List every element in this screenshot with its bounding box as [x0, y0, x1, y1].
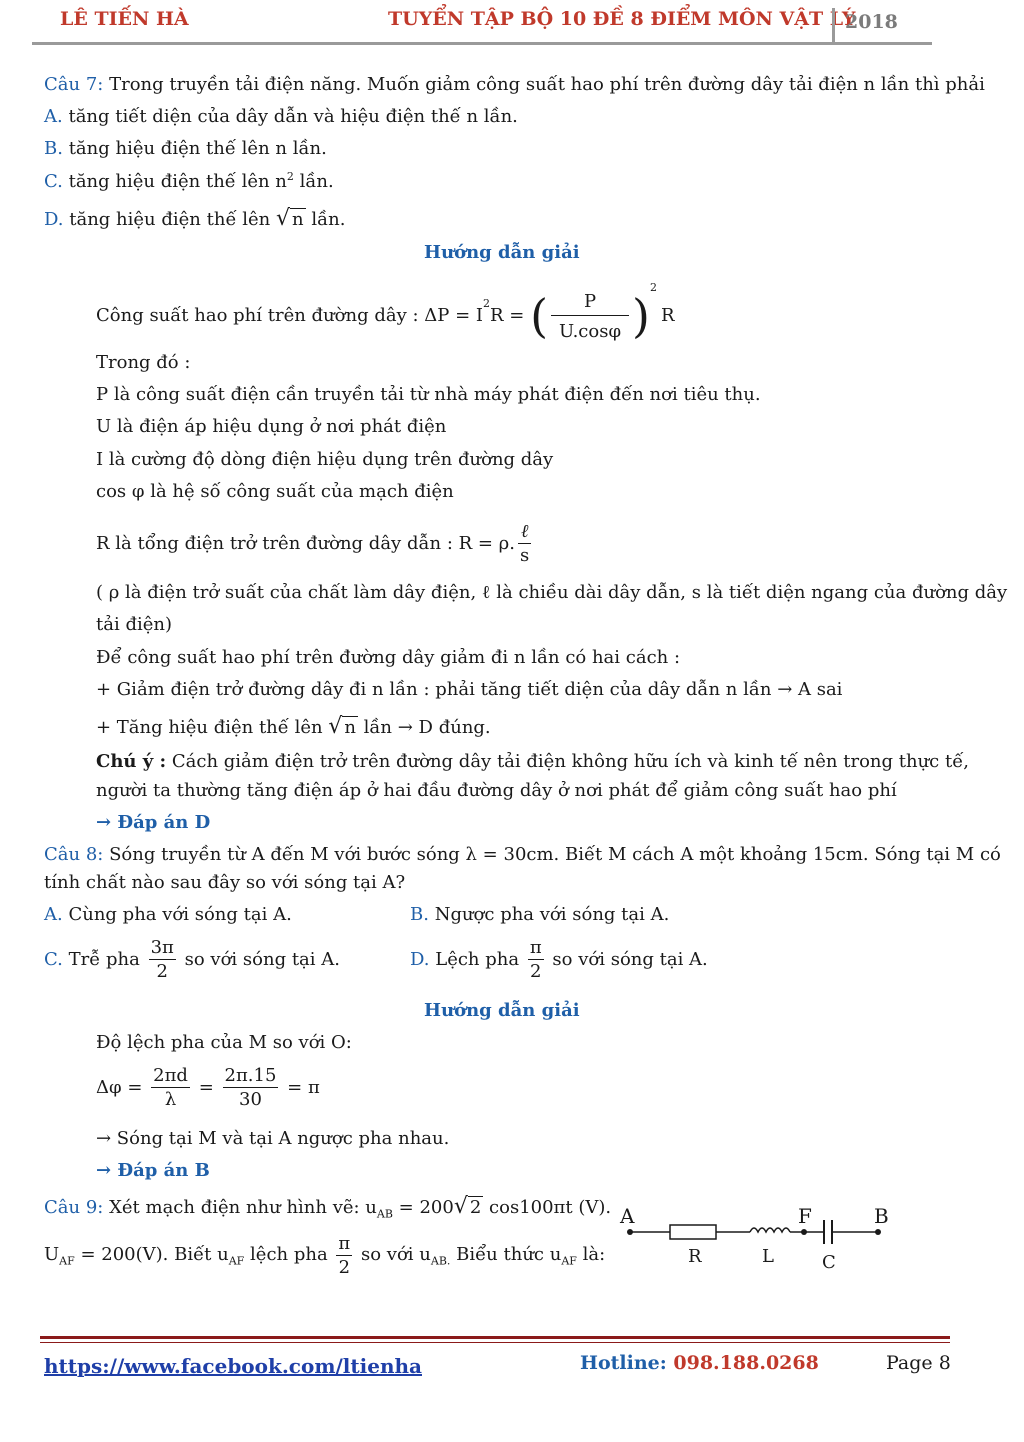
- q7-line-6: ( ρ là điện trở suất của chất làm dây điện, ℓ là chiều dài dây dẫn, s là tiết diện ngang của đường dây: [96, 582, 1008, 603]
- right-paren-icon: ): [632, 289, 650, 343]
- q8-option-c-fraction: [149, 936, 176, 984]
- q8-option-c-pre: Trễ pha: [68, 948, 140, 970]
- circuit-label-c: C: [822, 1252, 836, 1273]
- header-year: 2018: [832, 8, 898, 44]
- q7-line-9: + Giảm điện trở đường dây đi n lần : phải tăng tiết diện của dây dẫn n lần → A sai: [96, 679, 843, 700]
- q7-option-c-text: tăng hiệu điện thế lên n: [68, 171, 287, 192]
- q7-line-2: U là điện áp hiệu dụng ở nơi phát điện: [96, 416, 447, 437]
- footer-hotline: [580, 1352, 819, 1374]
- q7-option-d: [44, 206, 345, 231]
- q7-line-4: cos φ là hệ số công suất của mạch điện: [96, 481, 454, 502]
- q7-option-a-label: A.: [44, 106, 63, 127]
- q8-formula-num-1: 2πd: [153, 1065, 188, 1086]
- q8-option-d-post: so với sóng tại A.: [552, 948, 708, 970]
- q7-note-text-1: Cách giảm điện trở trên đường dây tải điện không hữu ích và kinh tế nên trong thực tế,: [166, 751, 970, 772]
- q8-option-d-den: 2: [528, 959, 544, 983]
- q9-l2-d: so với u: [361, 1243, 431, 1265]
- sqrt-icon: √: [328, 714, 343, 739]
- q7-formula-den: U.cosφ: [551, 315, 629, 345]
- q9-l2-sub-af-3: AF: [561, 1254, 577, 1268]
- q7-option-c-after: lần.: [293, 171, 334, 192]
- q9-stem-b: = 200: [392, 1197, 454, 1218]
- q8-option-b-label: B.: [410, 904, 429, 925]
- q7-formula-lead: Công suất hao phí trên đường dây : ΔP = I: [96, 305, 484, 326]
- q8-formula-eq: =: [198, 1076, 214, 1098]
- q7-note-label: Chú ý :: [96, 751, 167, 772]
- q7-line-10-sqrt: n: [344, 717, 356, 738]
- sqrt-icon: √: [275, 206, 290, 231]
- sqrt-icon: √: [453, 1194, 468, 1219]
- q7-option-a: [44, 106, 518, 127]
- q9-l2-den: 2: [336, 1255, 352, 1279]
- q9-l2-f: là:: [576, 1243, 606, 1265]
- q7-option-d-sqrt: n: [292, 209, 304, 230]
- q7-line-8: Để công suất hao phí trên đường dây giảm đi n lần có hai cách :: [96, 647, 681, 668]
- q7-option-b: [44, 138, 327, 159]
- q9-stem-2: [44, 1232, 605, 1280]
- circuit-label-b: B: [874, 1204, 889, 1228]
- q9-stem-1: [44, 1194, 611, 1221]
- q9-circuit-diagram: [612, 1200, 902, 1280]
- q8-label: Câu 8:: [44, 844, 104, 865]
- q7-option-d-label: D.: [44, 209, 64, 230]
- q9-l2-sub-ab: AB.: [430, 1254, 451, 1268]
- q8-formula-den-1: λ: [151, 1087, 190, 1111]
- circuit-label-a: A: [620, 1204, 635, 1228]
- q7-formula-mid: R =: [490, 305, 531, 326]
- footer-facebook-link[interactable]: https://www.facebook.com/ltienha: [44, 1354, 422, 1378]
- q8-option-c-label: C.: [44, 948, 63, 970]
- circuit-label-l: L: [762, 1246, 774, 1267]
- q7-option-d-text: tăng hiệu điện thế lên: [69, 209, 276, 230]
- q7-line-1: P là công suất điện cần truyền tải từ nhà máy phát điện đến nơi tiêu thụ.: [96, 384, 761, 405]
- q7-line-10: [96, 714, 491, 739]
- q9-stem-a: Xét mạch điện như hình vẽ: u: [109, 1197, 377, 1218]
- footer-page-number: Page 8: [886, 1352, 951, 1374]
- q7-option-c: [44, 170, 334, 192]
- q7-line-10-a: + Tăng hiệu điện thế lên: [96, 717, 329, 738]
- q8-option-b-text: Ngược pha với sóng tại A.: [434, 904, 670, 925]
- q8-answer: → Đáp án B: [96, 1160, 210, 1181]
- circuit-label-r: R: [688, 1246, 702, 1267]
- q9-sqrt-val: 2: [469, 1197, 482, 1218]
- q7-line-5: [96, 520, 534, 568]
- footer-divider-thin: [40, 1342, 950, 1343]
- q7-line-5-text: R là tổng điện trở trên đường dây dẫn : R = ρ.: [96, 532, 515, 554]
- q8-option-d: [410, 936, 708, 984]
- q8-stem-text-1: Sóng truyền từ A đến M với bước sóng λ = 30cm. Biết M cách A một khoảng 15cm. Sóng tại M có: [109, 844, 1001, 865]
- q8-line-1: Độ lệch pha của M so với O:: [96, 1032, 352, 1053]
- q7-note-line-1: [96, 751, 969, 772]
- q8-formula-den-2: 30: [223, 1087, 279, 1111]
- q7-option-c-label: C.: [44, 171, 63, 192]
- q9-l2-sub-af-2: AF: [228, 1254, 245, 1268]
- q8-formula-fraction-1: [151, 1064, 190, 1112]
- q9-l2-num: π: [338, 1233, 351, 1254]
- q7-formula-end: R: [661, 305, 675, 326]
- q8-option-d-pre: Lệch pha: [435, 948, 520, 970]
- q8-formula-lead: Δφ =: [96, 1076, 143, 1098]
- q8-option-c: [44, 936, 340, 984]
- q8-option-a: [44, 904, 292, 925]
- q8-option-d-fraction: [528, 936, 544, 984]
- q7-line-10-b: lần → D đúng.: [357, 717, 491, 738]
- q8-option-c-num: 3π: [150, 937, 174, 958]
- q9-sub-ab: AB: [376, 1207, 393, 1221]
- q7-formula-num: P: [583, 290, 597, 312]
- q8-option-d-label: D.: [410, 948, 430, 970]
- q8-guide-heading: Hướng dẫn giải: [424, 1000, 580, 1021]
- q8-option-c-post: so với sóng tại A.: [184, 948, 340, 970]
- q7-line-5-fraction: [518, 520, 531, 568]
- q7-line-5-num: ℓ: [520, 521, 529, 542]
- q7-formula-fraction: [551, 288, 629, 345]
- q8-option-a-text: Cùng pha với sóng tại A.: [68, 904, 292, 925]
- q7-option-a-text: tăng tiết diện của dây dẫn và hiệu điện thế n lần.: [68, 106, 518, 127]
- q7-trong-do: Trong đó :: [96, 352, 191, 373]
- q8-stem-2: tính chất nào sau đây so với sóng tại A?: [44, 872, 406, 893]
- q7-line-5-den: s: [519, 545, 530, 567]
- q7-option-c-sup: 2: [286, 170, 294, 183]
- circuit-icon: [612, 1200, 902, 1280]
- footer-hotline-number: 098.188.0268: [673, 1352, 819, 1374]
- q7-line-7: tải điện): [96, 614, 172, 635]
- q9-l2-e: Biểu thức u: [450, 1243, 562, 1265]
- q7-formula-paren-sup: 2: [650, 281, 657, 294]
- q7-guide-heading: Hướng dẫn giải: [424, 242, 580, 263]
- q8-option-a-label: A.: [44, 904, 63, 925]
- q7-stem: [44, 74, 985, 95]
- circuit-label-f: F: [798, 1204, 812, 1228]
- q7-option-d-after: lần.: [305, 209, 346, 230]
- q9-label: Câu 9:: [44, 1197, 104, 1218]
- footer-hotline-label: Hotline:: [580, 1352, 667, 1374]
- q8-formula-fraction-2: [223, 1064, 279, 1112]
- q8-formula-num-2: 2π.15: [224, 1065, 277, 1086]
- q8-formula-end: = π: [287, 1076, 320, 1098]
- left-paren-icon: (: [530, 289, 549, 343]
- footer-divider: [40, 1336, 950, 1339]
- q8-line-2: → Sóng tại M và tại A ngược pha nhau.: [96, 1128, 450, 1149]
- q9-l2-b: = 200(V). Biết u: [74, 1243, 229, 1265]
- q9-l2-fraction: [336, 1232, 352, 1280]
- q8-option-b: [410, 904, 669, 925]
- q9-l2-a: U: [44, 1243, 60, 1265]
- q8-option-d-num: π: [529, 937, 542, 958]
- q7-formula-sup: 2: [483, 297, 491, 310]
- q7-label: Câu 7:: [44, 74, 104, 95]
- q9-l2-c: lệch pha: [244, 1243, 328, 1265]
- header-title: TUYỂN TẬP BỘ 10 ĐỀ 8 ĐIỂM MÔN VẬT LÝ: [388, 8, 856, 30]
- q9-l2-sub-af: AF: [59, 1254, 75, 1268]
- q7-option-b-text: tăng hiệu điện thế lên n lần.: [68, 138, 327, 159]
- q8-option-c-den: 2: [149, 959, 176, 983]
- q7-answer: → Đáp án D: [96, 812, 211, 833]
- header-author: LÊ TIẾN HÀ: [60, 8, 189, 30]
- q7-line-3: I là cường độ dòng điện hiệu dụng trên đường dây: [96, 449, 554, 470]
- q9-stem-c: cos100πt (V).: [483, 1197, 612, 1218]
- q7-formula: [96, 282, 675, 345]
- q8-formula: [96, 1064, 320, 1112]
- header-divider: [32, 42, 932, 45]
- q7-option-b-label: B.: [44, 138, 63, 159]
- q7-note-line-2: người ta thường tăng điện áp ở hai đầu đường dây ở nơi phát để giảm công suất hao phí: [96, 780, 897, 801]
- q7-stem-text: Trong truyền tải điện năng. Muốn giảm công suất hao phí trên đường dây tải điện n lần thì phải: [109, 74, 985, 95]
- q8-stem-1: [44, 844, 1001, 865]
